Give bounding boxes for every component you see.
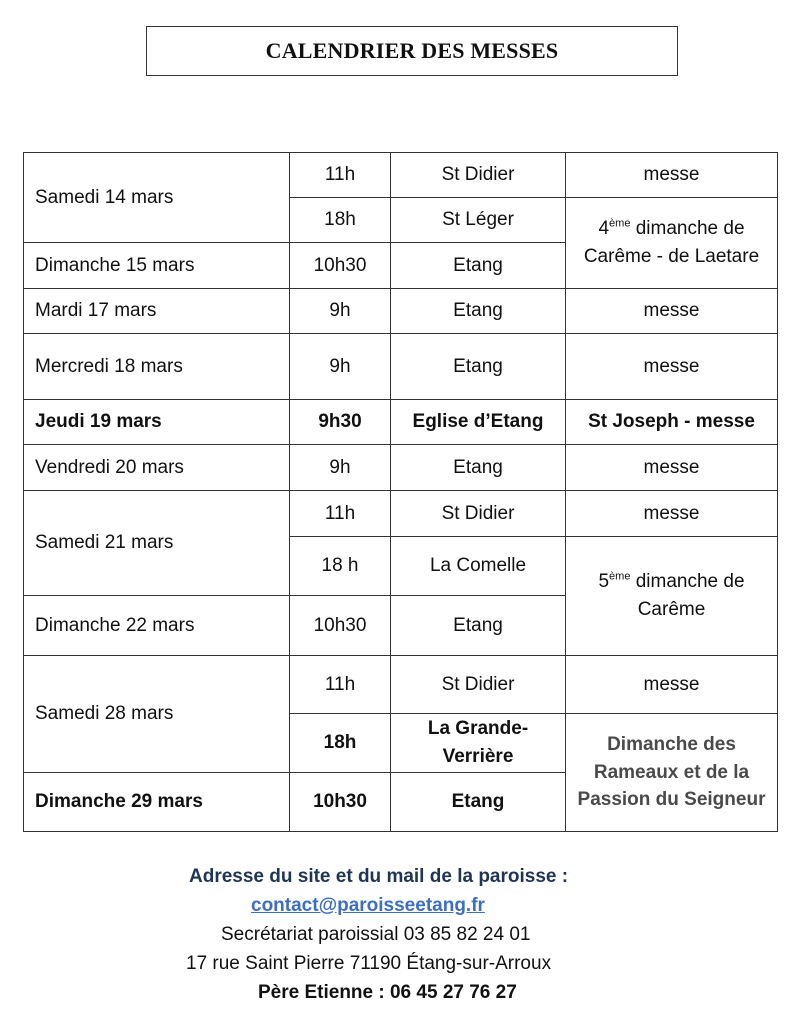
time-cell: 18h	[290, 714, 391, 773]
time-cell: 9h	[290, 289, 391, 334]
note-ordinal: 4	[598, 218, 610, 240]
day-cell: Samedi 21 mars	[24, 491, 290, 596]
address-heading: Adresse du site et du mail de la paroisse :	[189, 866, 569, 887]
place-cell: Etang	[391, 243, 566, 289]
place-cell: St Didier	[391, 656, 566, 714]
table-row	[24, 491, 778, 537]
table-row	[24, 153, 778, 198]
day-cell: Samedi 14 mars	[24, 153, 290, 243]
place-cell: Etang	[391, 596, 566, 656]
time-cell: 9h30	[290, 400, 391, 445]
note-cell: Dimanche des Rameaux et de la Passion du Seigneur	[566, 714, 778, 832]
note-cell: messe	[566, 153, 778, 198]
note-cell: messe	[566, 491, 778, 537]
note-cell: messe	[566, 656, 778, 714]
mass-calendar-table	[23, 152, 778, 832]
place-cell: Etang	[391, 773, 566, 832]
parish-contact	[0, 862, 802, 1007]
time-cell: 18 h	[290, 537, 391, 596]
table-row	[24, 334, 778, 400]
place-cell: Etang	[391, 289, 566, 334]
place-cell: St Léger	[391, 198, 566, 243]
place-cell: La Comelle	[391, 537, 566, 596]
time-cell: 10h30	[290, 596, 391, 656]
priest-phone: Père Etienne : 06 45 27 76 27	[258, 982, 517, 1003]
day-cell: Mercredi 18 mars	[24, 334, 290, 400]
place-cell: La Grande-Verrière	[391, 714, 566, 773]
table-row	[24, 400, 778, 445]
secretariat-phone: Secrétariat paroissial 03 85 82 24 01	[221, 924, 531, 945]
note-cell: messe	[566, 334, 778, 400]
time-cell: 10h30	[290, 243, 391, 289]
day-cell: Jeudi 19 mars	[24, 400, 290, 445]
note-cell: St Joseph - messe	[566, 400, 778, 445]
place-cell: Eglise d’Etang	[391, 400, 566, 445]
time-cell: 18h	[290, 198, 391, 243]
table-row	[24, 289, 778, 334]
table-row	[24, 445, 778, 491]
note-cell	[566, 198, 778, 289]
table-row	[24, 656, 778, 714]
note-ordinal-suffix: ème	[609, 571, 631, 584]
place-cell: St Didier	[391, 153, 566, 198]
time-cell: 10h30	[290, 773, 391, 832]
note-text: dimanche de Carême	[630, 571, 745, 620]
postal-address: 17 rue Saint Pierre 71190 Étang-sur-Arroux	[186, 953, 552, 974]
time-cell: 11h	[290, 491, 391, 537]
day-cell: Dimanche 15 mars	[24, 243, 290, 289]
time-cell: 11h	[290, 153, 391, 198]
note-cell	[566, 537, 778, 656]
page-title: CALENDRIER DES MESSES	[265, 38, 559, 63]
day-cell: Mardi 17 mars	[24, 289, 290, 334]
note-ordinal: 5	[598, 571, 610, 593]
day-cell: Dimanche 22 mars	[24, 596, 290, 656]
time-cell: 9h	[290, 445, 391, 491]
note-cell: messe	[566, 445, 778, 491]
place-cell: St Didier	[391, 491, 566, 537]
email-link[interactable]: contact@paroisseetang.fr	[251, 895, 485, 916]
day-cell: Dimanche 29 mars	[24, 773, 290, 832]
note-text: dimanche de Carême - de Laetare	[583, 218, 760, 267]
time-cell: 9h	[290, 334, 391, 400]
note-cell: messe	[566, 289, 778, 334]
time-cell: 11h	[290, 656, 391, 714]
title-box	[146, 26, 678, 76]
place-cell: Etang	[391, 445, 566, 491]
day-cell: Vendredi 20 mars	[24, 445, 290, 491]
note-ordinal-suffix: ème	[609, 218, 631, 231]
place-cell: Etang	[391, 334, 566, 400]
day-cell: Samedi 28 mars	[24, 656, 290, 773]
